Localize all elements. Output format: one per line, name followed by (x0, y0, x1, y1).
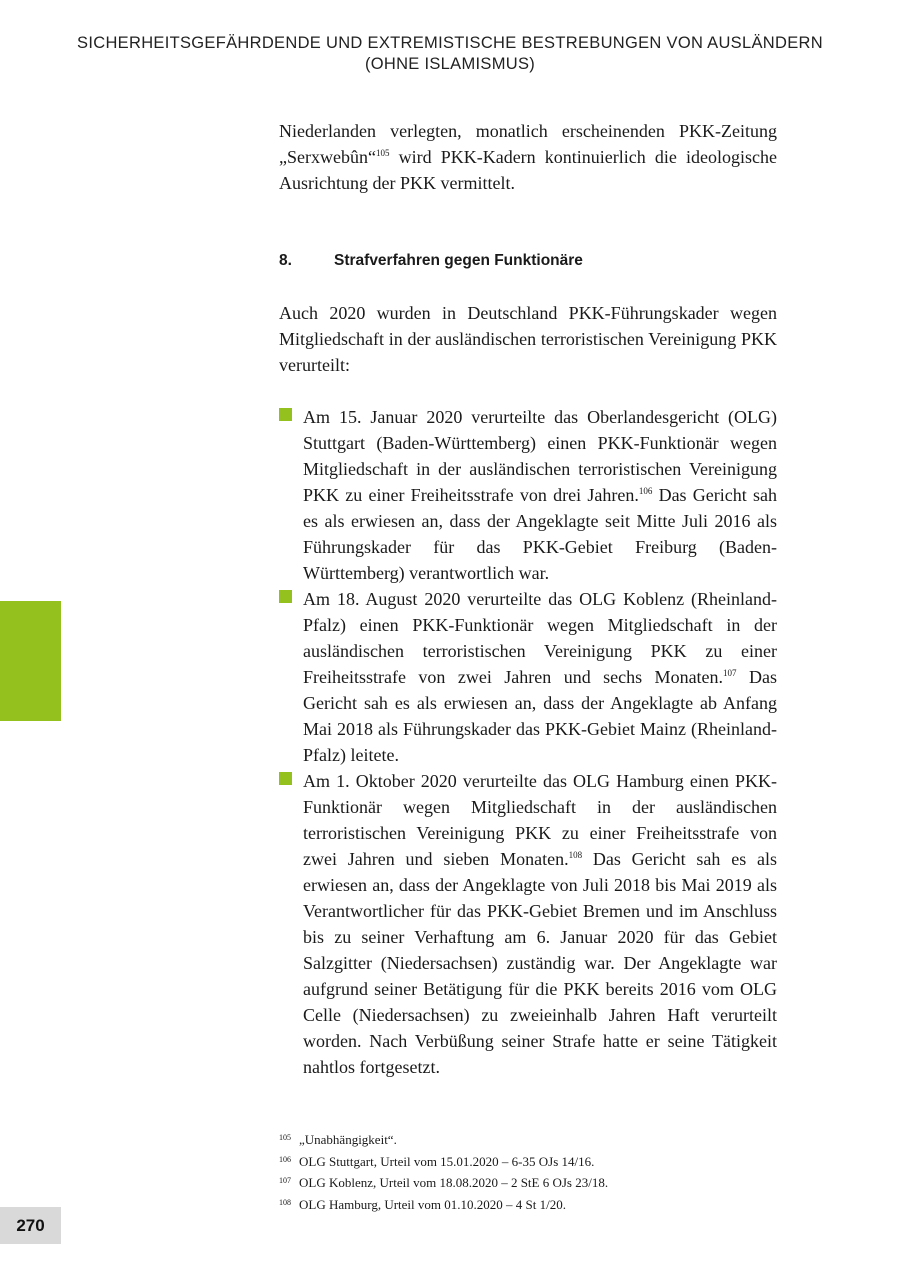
footnote-ref-108[interactable]: 108 (568, 850, 583, 860)
footnote-ref-107[interactable]: 107 (723, 668, 737, 678)
footnote-text: OLG Stuttgart, Urteil vom 15.01.2020 – 6-35 OJs 14/16. (299, 1153, 595, 1169)
list-item-text-after: Das Gericht sah es als erwiesen an, dass der Angeklagte seit Mitte Juli 2016 als Führungskader für das PKK-Gebiet Freiburg (Baden-Württemberg) verantwortlich war. (303, 485, 777, 583)
bullet-square-icon (279, 408, 292, 421)
footnote-text: OLG Koblenz, Urteil vom 18.08.2020 – 2 StE 6 OJs 23/18. (299, 1175, 609, 1190)
running-header (0, 33, 900, 75)
running-header-line-1: SICHERHEITSGEFÄHRDENDE UND EXTREMISTISCHE BESTREBUNGEN VON AUSLÄNDERN (77, 34, 823, 52)
main-content (279, 118, 777, 1080)
intro-text-before: Niederlanden verlegten, monatlich erscheinenden PKK-Zeitung „Serxwebûn“ (279, 121, 777, 167)
verdict-list (279, 404, 777, 1080)
footnote-text: „Unabhängigkeit“. (299, 1132, 397, 1147)
section-number: 8. (279, 252, 292, 269)
bullet-square-icon (279, 772, 292, 785)
footnote-108 (279, 1193, 777, 1215)
list-item-text-before: Am 15. Januar 2020 verurteilte das Oberlandesgericht (OLG) Stuttgart (Baden-Württemberg) einen PKK-Funktionär wegen Mitgliedschaft in der ausländischen terroristischen Vereinigung PKK zu einer Freiheitsstrafe von drei Jahren. (303, 407, 777, 505)
list-item (279, 586, 777, 768)
footnote-ref-105[interactable]: 105 (375, 148, 390, 158)
list-item-text-before: Am 18. August 2020 verurteilte das OLG Koblenz (Rheinland-Pfalz) einen PKK-Funktionär wegen Mitgliedschaft in der ausländischen terroristischen Vereinigung PKK zu einer Freiheitsstrafe von zwei Jahren und sechs Monaten. (303, 589, 777, 687)
list-item (279, 768, 777, 1080)
footnotes (279, 1128, 777, 1214)
footnote-107 (279, 1171, 777, 1193)
intro-paragraph (279, 118, 777, 196)
footnote-ref-106[interactable]: 106 (638, 486, 653, 496)
section-heading (279, 248, 777, 274)
list-item-text-before: Am 1. Oktober 2020 verurteilte das OLG Hamburg einen PKK-Funktionär wegen Mitgliedschaft in der ausländischen terroristischen Vereinigung PKK zu einer Freiheitsstrafe von zwei Jahren und sieben Monaten. (303, 771, 777, 869)
footnote-106 (279, 1150, 777, 1172)
footnote-105 (279, 1128, 777, 1150)
chapter-tab-marker (0, 601, 61, 721)
bullet-square-icon (279, 590, 292, 603)
footnote-number: 106 (279, 1154, 291, 1164)
page-number: 270 (0, 1207, 61, 1244)
intro-text-after: wird PKK-Kadern kontinuierlich die ideologische Ausrichtung der PKK vermittelt. (279, 147, 777, 193)
list-item-text-after: Das Gericht sah es als erwiesen an, dass der Angeklagte von Juli 2018 bis Mai 2019 als Verantwortlicher für das PKK-Gebiet Bremen und im Anschluss bis zu seiner Verhaftung am 6. Januar 2020 für das Gebiet Salzgitter (Niedersachsen) zuständig war. Der Angeklagte war aufgrund seiner Betätigung für die PKK bereits 2016 vom OLG Celle (Niedersachsen) zu zweieinhalb Jahren Haft verurteilt worden. Nach Verbüßung seiner Strafe hatte er seine Tätigkeit nahtlos fortgesetzt. (303, 849, 777, 1077)
footnote-text: OLG Hamburg, Urteil vom 01.10.2020 – 4 St 1/20. (299, 1196, 566, 1212)
lead-paragraph: Auch 2020 wurden in Deutschland PKK-Führungskader wegen Mitgliedschaft in der ausländischen terroristischen Vereinigung PKK verurteilt: (279, 303, 777, 375)
list-item (279, 404, 777, 586)
list-item-text-after: Das Gericht sah es als erwiesen an, dass der Angeklagte ab Anfang Mai 2018 als Führungskader das PKK-Gebiet Mainz (Rheinland-Pfalz) leitete. (303, 667, 777, 765)
running-header-line-2: (OHNE ISLAMISMUS) (364, 55, 536, 73)
footnote-number: 105 (279, 1133, 291, 1142)
footnote-number: 108 (279, 1197, 291, 1207)
footnote-number: 107 (279, 1176, 291, 1185)
section-title: Strafverfahren gegen Funktionäre (334, 252, 583, 269)
